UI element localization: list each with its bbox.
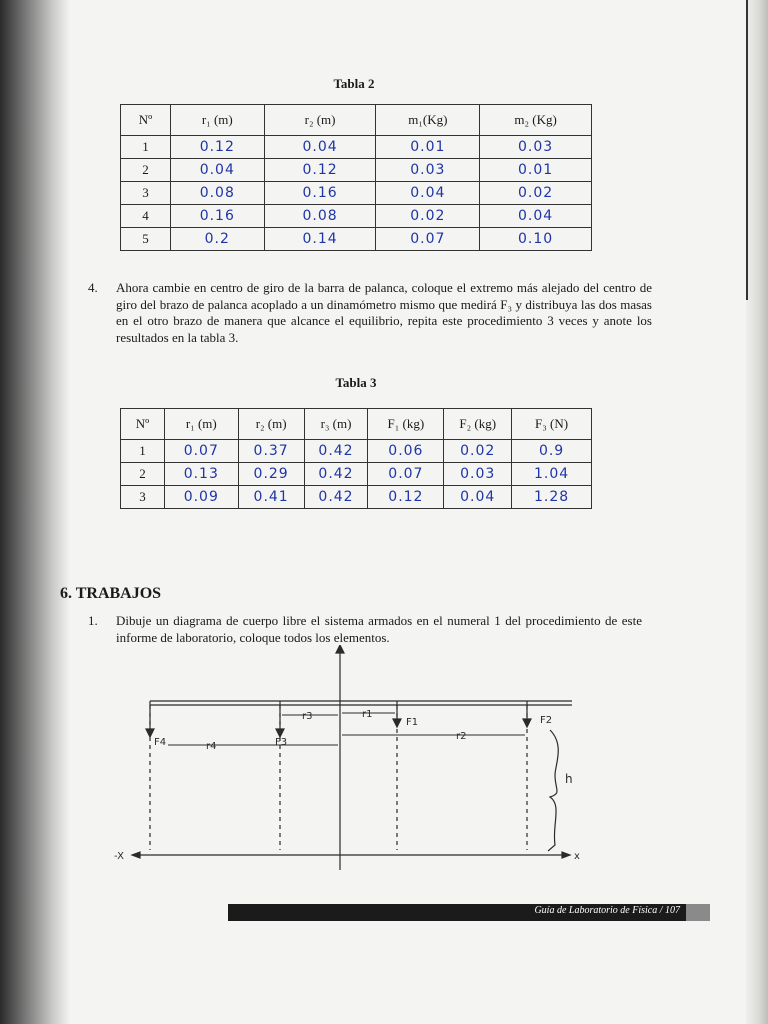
step-4-text: Ahora cambie en centro de giro de la barra de palanca, coloque el extremo más alejado del centro de giro del brazo de palanca acoplado a un dinamómetro mismo que medirá F₃ y distribuya las dos masas en el otro brazo de manera que alcance el equilibrio, repita este procedimiento 3 veces y anote los resultados en la tabla 3.: [116, 280, 652, 345]
tabla3-value-cell: 1.28: [512, 486, 592, 509]
tabla2-row-number: 4: [121, 205, 171, 228]
procedure-step-4: [88, 280, 652, 346]
tabla3-header-cell: F₃ (N): [512, 409, 592, 440]
tabla2-value-cell: 0.14: [264, 228, 376, 251]
tabla2-body: [121, 136, 592, 251]
force-f1-arrow: [393, 719, 401, 727]
tabla3-header-cell: F₂ (kg): [444, 409, 512, 440]
table-row: [121, 486, 592, 509]
tabla2-table: [120, 104, 592, 251]
label-pos-x: x: [574, 851, 580, 862]
table-row: [121, 182, 592, 205]
tabla3-value-cell: 0.41: [238, 486, 304, 509]
label-f1: F1: [406, 717, 419, 728]
tabla3-header-cell: r₂ (m): [238, 409, 304, 440]
tabla3-value-cell: 0.29: [238, 463, 304, 486]
tabla3-value-cell: 0.07: [164, 440, 238, 463]
tabla3-header-cell: Nº: [121, 409, 165, 440]
tabla2-row-number: 3: [121, 182, 171, 205]
tabla3-value-cell: 0.12: [368, 486, 444, 509]
tabla2-row-number: 5: [121, 228, 171, 251]
label-r3: r3: [302, 711, 313, 722]
tabla3-header-row: [121, 409, 592, 440]
label-neg-x: -X: [114, 851, 124, 862]
trabajo-1: [88, 613, 642, 646]
table-row: [121, 228, 592, 251]
tabla3-value-cell: 0.06: [368, 440, 444, 463]
tabla2-row-number: 2: [121, 159, 171, 182]
tabla3-value-cell: 0.04: [444, 486, 512, 509]
tabla2-value-cell: 0.16: [170, 205, 264, 228]
force-f2-arrow: [523, 719, 531, 727]
tabla3-value-cell: 0.37: [238, 440, 304, 463]
tabla2-value-cell: 0.04: [376, 182, 480, 205]
tabla2-value-cell: 0.03: [376, 159, 480, 182]
label-f4: F4: [154, 737, 167, 748]
trabajo-1-number: 1.: [88, 613, 98, 628]
tabla2-value-cell: 0.04: [170, 159, 264, 182]
tabla2-value-cell: 0.04: [480, 205, 592, 228]
tabla3-header-cell: F₁ (kg): [368, 409, 444, 440]
tabla3-value-cell: 0.42: [304, 486, 368, 509]
tabla2-value-cell: 0.07: [376, 228, 480, 251]
tabla2-value-cell: 0.04: [264, 136, 376, 159]
label-r2: r2: [456, 731, 467, 742]
page-right-edge: [746, 0, 768, 1024]
tabla3-value-cell: 0.09: [164, 486, 238, 509]
tabla3-value-cell: 0.9: [512, 440, 592, 463]
tabla2-header-cell: Nº: [121, 105, 171, 136]
label-f3: F3: [275, 737, 288, 748]
label-h: h: [565, 772, 573, 786]
tabla2-value-cell: 0.12: [170, 136, 264, 159]
tabla2-row-number: 1: [121, 136, 171, 159]
label-r1: r1: [362, 709, 373, 720]
footer-bar: [228, 904, 686, 921]
tabla2-value-cell: 0.03: [480, 136, 592, 159]
binding-gutter-shadow: [0, 0, 70, 1024]
table-row: [121, 159, 592, 182]
tabla2-value-cell: 0.10: [480, 228, 592, 251]
page-edge-line: [746, 0, 748, 300]
tabla3-value-cell: 1.04: [512, 463, 592, 486]
height-bracket: [548, 730, 558, 851]
tabla2-value-cell: 0.08: [264, 205, 376, 228]
tabla3-value-cell: 0.07: [368, 463, 444, 486]
force-f3-arrow: [276, 729, 284, 737]
section-title: 6. TRABAJOS: [60, 585, 162, 602]
tabla3-header-cell: r₃ (m): [304, 409, 368, 440]
tabla2-value-cell: 0.2: [170, 228, 264, 251]
tabla3-row-number: 3: [121, 486, 165, 509]
free-body-diagram: [110, 645, 610, 870]
tabla3-row-number: 2: [121, 463, 165, 486]
tabla2-value-cell: 0.02: [480, 182, 592, 205]
tabla3-row-number: 1: [121, 440, 165, 463]
tabla3-caption: Tabla 3: [335, 375, 377, 390]
tabla3-value-cell: 0.42: [304, 440, 368, 463]
table-row: [121, 463, 592, 486]
axis-arrow-right: [562, 852, 570, 858]
tabla2-header-cell: r₂ (m): [264, 105, 376, 136]
table-row: [121, 440, 592, 463]
table-row: [121, 205, 592, 228]
step-4-number: 4.: [88, 280, 98, 295]
label-r4: r4: [206, 741, 217, 752]
tabla2-caption: Tabla 2: [333, 76, 375, 91]
tabla3-value-cell: 0.03: [444, 463, 512, 486]
tabla2-header-cell: m₂ (Kg): [480, 105, 592, 136]
tabla3-header-cell: r₁ (m): [164, 409, 238, 440]
footer-page-label: Guía de Laboratorio de Física / 107: [534, 905, 680, 916]
tabla2-value-cell: 0.02: [376, 205, 480, 228]
tabla3-value-cell: 0.42: [304, 463, 368, 486]
tabla2-value-cell: 0.12: [264, 159, 376, 182]
tabla2-value-cell: 0.01: [376, 136, 480, 159]
tabla2-header-cell: r₁ (m): [170, 105, 264, 136]
footer-tail: [686, 904, 710, 921]
tabla2-value-cell: 0.08: [170, 182, 264, 205]
label-f2: F2: [540, 715, 553, 726]
axis-arrow-left: [132, 852, 140, 858]
tabla2-value-cell: 0.01: [480, 159, 592, 182]
tabla3-value-cell: 0.02: [444, 440, 512, 463]
tabla3-table: [120, 408, 592, 509]
force-f4-arrow: [146, 729, 154, 737]
tabla2-header-cell: m₁(Kg): [376, 105, 480, 136]
tabla3-body: [121, 440, 592, 509]
trabajo-1-text: Dibuje un diagrama de cuerpo libre el sistema armados en el numeral 1 del procedimiento de este informe de laboratorio, coloque todos los elementos.: [116, 613, 642, 645]
axis-arrow-up: [336, 645, 344, 653]
table-row: [121, 136, 592, 159]
tabla2-value-cell: 0.16: [264, 182, 376, 205]
tabla2-header-row: [121, 105, 592, 136]
tabla3-value-cell: 0.13: [164, 463, 238, 486]
